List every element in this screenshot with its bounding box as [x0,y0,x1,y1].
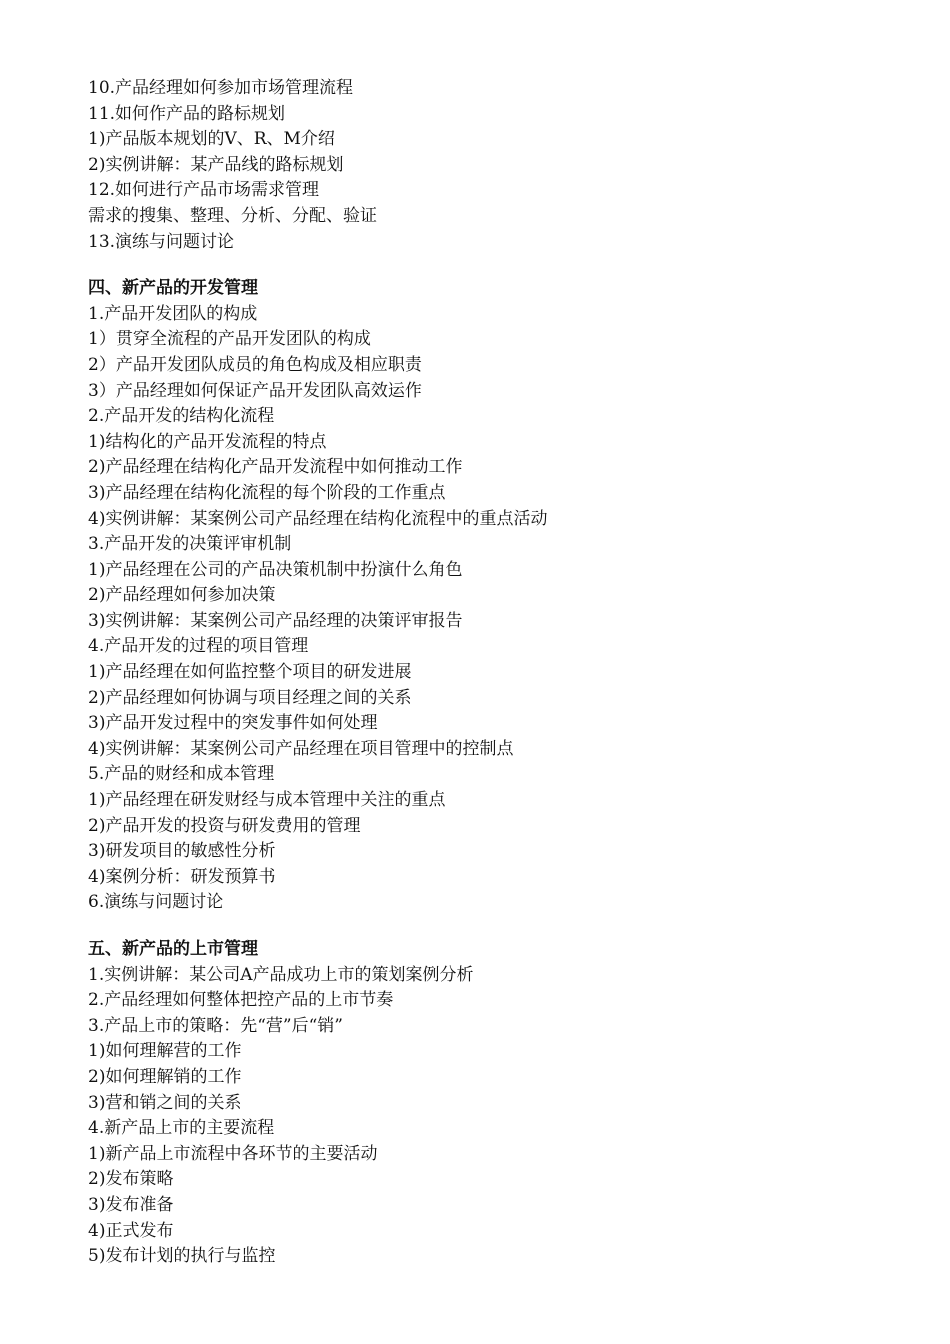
text-line: 需求的搜集、整理、分析、分配、验证 [88,205,377,226]
text-line: 1)产品版本规划的V、R、M介绍 [88,129,335,150]
text-line: 1）贯穿全流程的产品开发团队的构成 [88,329,371,350]
text-line: 3)研发项目的敏感性分析 [88,841,276,862]
text-line: 5)发布计划的执行与监控 [88,1246,276,1267]
section-4-heading: 四、新产品的开发管理 [88,278,258,299]
text-line: 1.产品开发团队的构成 [88,303,258,324]
text-line: 2)产品开发的投资与研发费用的管理 [88,815,361,836]
text-line: 1)产品经理在研发财经与成本管理中关注的重点 [88,790,446,811]
text-line: 3)营和销之间的关系 [88,1092,242,1113]
text-line: 3)发布准备 [88,1194,174,1215]
text-line: 1)产品经理在如何监控整个项目的研发进展 [88,662,412,683]
text-line: 4)实例讲解：某案例公司产品经理在项目管理中的控制点 [88,738,514,759]
text-line: 1)新产品上市流程中各环节的主要活动 [88,1143,378,1164]
section-5-heading: 五、新产品的上市管理 [88,939,258,959]
document-page [88,76,888,1270]
text-line: 3）产品经理如何保证产品开发团队高效运作 [88,380,422,401]
text-line: 1)产品经理在公司的产品决策机制中扮演什么角色 [88,559,463,580]
text-line: 3.产品开发的决策评审机制 [88,534,292,555]
section-gap [88,916,888,937]
text-line: 13.演练与问题讨论 [88,231,235,252]
text-line: 4)正式发布 [88,1220,174,1241]
text-line: 12.如何进行产品市场需求管理 [88,180,320,201]
text-line: 11.如何作产品的路标规划 [88,103,286,124]
text-line: 10.产品经理如何参加市场管理流程 [88,78,354,98]
text-line: 3)产品经理在结构化流程的每个阶段的工作重点 [88,482,446,503]
text-line: 2)产品经理如何协调与项目经理之间的关系 [88,687,412,708]
section-5 [88,937,888,1270]
text-line: 3)产品开发过程中的突发事件如何处理 [88,713,378,734]
text-line: 2.产品开发的结构化流程 [88,406,275,427]
text-line: 2）产品开发团队成员的角色构成及相应职责 [88,354,422,375]
text-line: 4.新产品上市的主要流程 [88,1118,275,1139]
text-line: 2)产品经理如何参加决策 [88,585,276,606]
text-line: 2)如何理解销的工作 [88,1066,242,1087]
section-4 [88,276,888,916]
text-line: 4)实例讲解：某案例公司产品经理在结构化流程中的重点活动 [88,508,548,529]
text-line: 2.产品经理如何整体把控产品的上市节奏 [88,990,394,1011]
text-line: 1)如何理解营的工作 [88,1041,242,1062]
text-line: 4.产品开发的过程的项目管理 [88,636,309,657]
text-line: 4)案例分析：研发预算书 [88,866,276,887]
text-line: 5.产品的财经和成本管理 [88,764,275,785]
section-gap [88,255,888,276]
text-line: 3)实例讲解：某案例公司产品经理的决策评审报告 [88,610,463,631]
text-line: 6.演练与问题讨论 [88,892,224,913]
text-line: 2)发布策略 [88,1169,174,1190]
text-line: 2)实例讲解：某产品线的路标规划 [88,154,344,175]
text-line: 1)结构化的产品开发流程的特点 [88,431,327,452]
text-line: 1.实例讲解：某公司A产品成功上市的策划案例分析 [88,964,474,985]
section-3-tail [88,76,888,255]
text-line: 2)产品经理在结构化产品开发流程中如何推动工作 [88,457,463,478]
text-line: 3.产品上市的策略：先“营”后“销” [88,1015,343,1036]
